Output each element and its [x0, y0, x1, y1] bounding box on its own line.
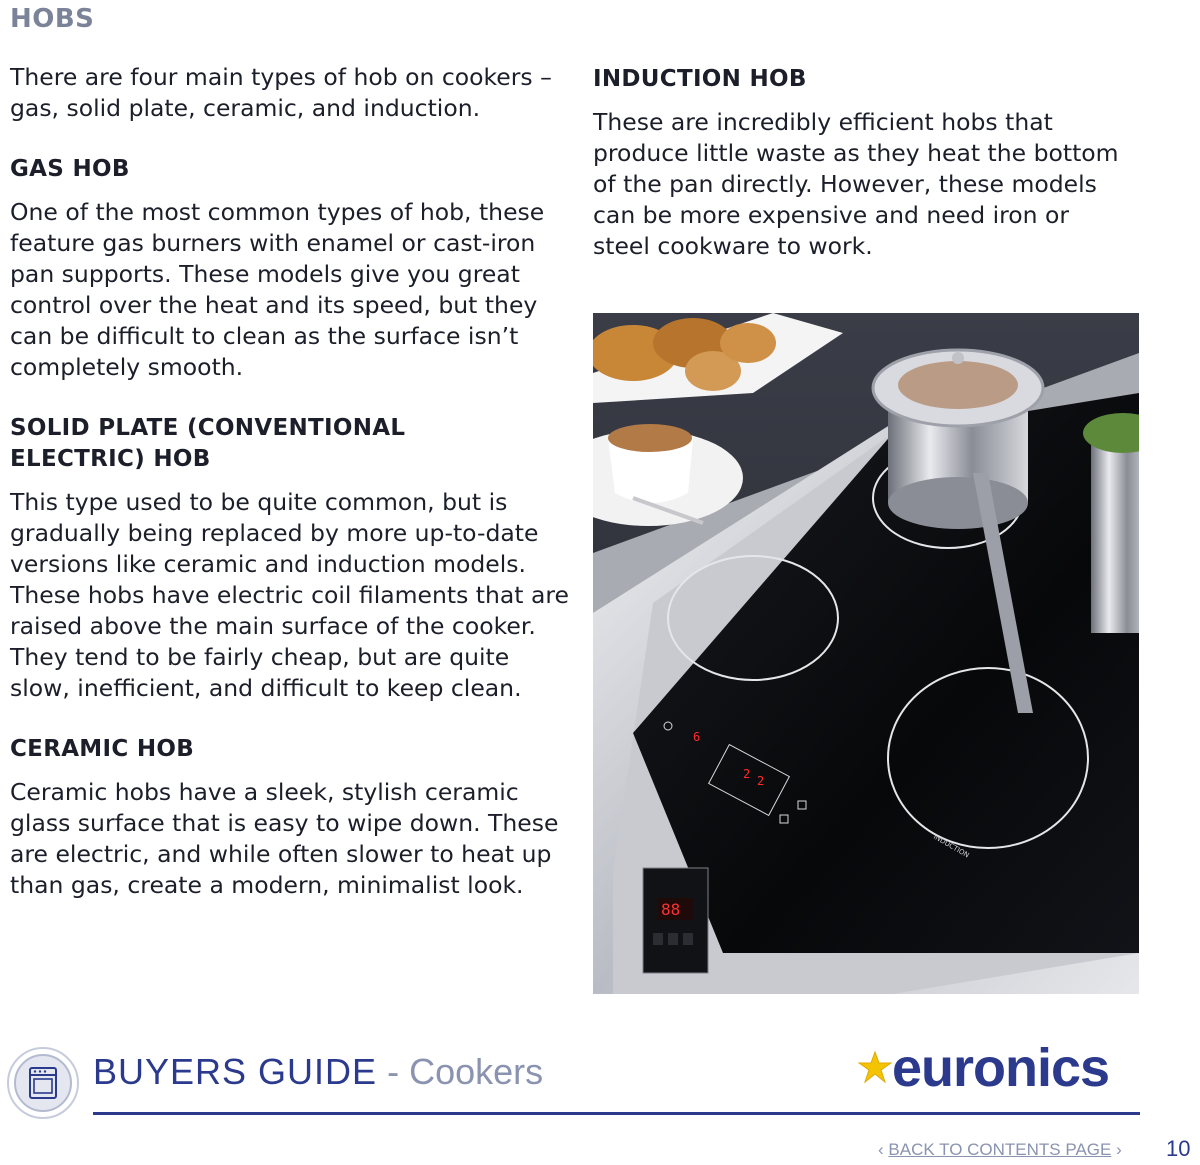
guide-title-separator: -	[387, 1051, 400, 1092]
euronics-logo	[858, 1038, 1109, 1098]
svg-text:88: 88	[661, 900, 681, 919]
gas-hob-text: One of the most common types of hob, these feature gas burners with enamel or cast-iron pan supports. These models give you great control over the heat and its speed, but they can be difficult to clean as the surface isn’t completely smooth.	[10, 198, 545, 381]
back-link-label: BACK TO CONTENTS PAGE	[888, 1140, 1112, 1159]
oven-display	[643, 868, 708, 973]
svg-text:2: 2	[757, 774, 765, 788]
solid-plate-heading: SOLID PLATE (CONVENTIONAL ELECTRIC) HOB	[10, 415, 406, 472]
chevron-right-icon: ›	[1116, 1140, 1122, 1159]
induction-hob-photo	[593, 313, 1139, 994]
induction-label: INDUCTION	[932, 832, 971, 860]
gas-hob-heading: GAS HOB	[10, 156, 130, 182]
ceramic-hob-text: Ceramic hobs have a sleek, stylish ceramic glass surface that is easy to wipe down. These are electric, and while often slower to heat up than gas, create a modern, minimalist look.	[10, 778, 559, 899]
ceramic-hob-heading: CERAMIC HOB	[10, 736, 195, 762]
second-pot	[1083, 413, 1139, 633]
left-column	[10, 62, 570, 901]
svg-text:2: 2	[743, 767, 751, 781]
back-to-contents-link[interactable]	[878, 1140, 1122, 1160]
page-number: 10	[1166, 1136, 1191, 1161]
brand-wordmark: euronics	[892, 1038, 1110, 1098]
guide-title-subtitle: Cookers	[409, 1051, 544, 1092]
intro-text: There are four main types of hob on cookers – gas, solid plate, ceramic, and induction.	[10, 63, 552, 122]
svg-text:6: 6	[693, 730, 701, 744]
induction-hob-heading: INDUCTION HOB	[593, 66, 807, 92]
star-icon	[858, 1048, 892, 1088]
oven-badge-icon	[6, 1046, 80, 1120]
chevron-left-icon: ‹	[878, 1140, 884, 1159]
footer-divider	[93, 1112, 1140, 1115]
guide-title-main: BUYERS GUIDE	[93, 1051, 378, 1092]
induction-hob-text: These are incredibly efficient hobs that produce little waste as they heat the bottom of the pan directly. However, these models can be more expensive and need iron or steel cookware to work.	[593, 108, 1119, 260]
guide-title	[93, 1051, 543, 1093]
solid-plate-text: This type used to be quite common, but is gradually being replaced by more up-to-date versions like ceramic and induction models. These hobs have electric coil filaments that are raised above the main surface of the cooker. They tend to be fairly cheap, but are quite slow, inefficient, and difficult to keep clean.	[10, 488, 569, 702]
right-column	[593, 64, 1153, 262]
page-title: HOBS	[10, 4, 95, 34]
